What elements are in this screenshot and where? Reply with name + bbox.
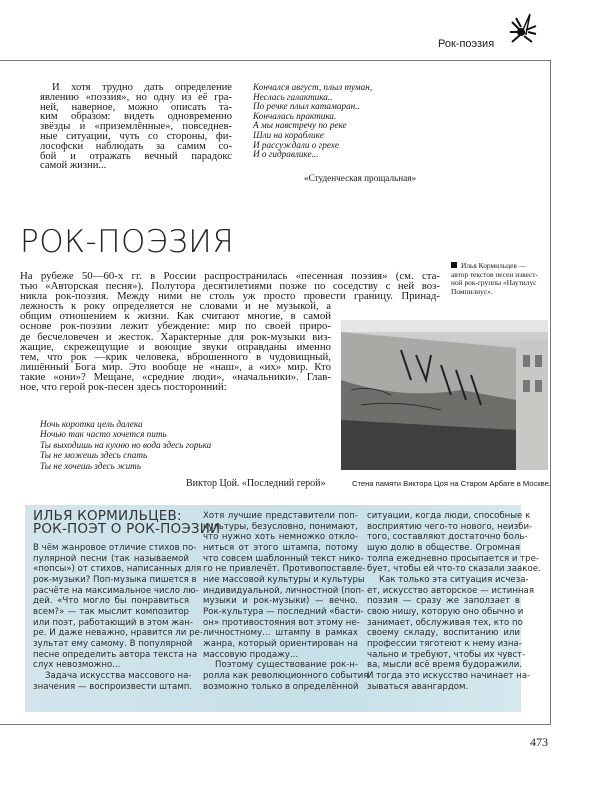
poem-line: Шли на кораблике	[253, 129, 324, 140]
text-line: явлению «поэзия», но одну из её гра-	[40, 91, 232, 103]
text-line: зультат ему самому. В популярной	[33, 638, 193, 649]
text-line: музыки и рок-музыки) — вечно.	[203, 596, 358, 607]
poem-line: Ты выходишь на кухню но вода здесь горька	[40, 439, 212, 450]
text-line: профессии тяготеют к нему изна-	[367, 638, 522, 649]
text-line: восприятию чего-то нового, неизби-	[367, 521, 533, 532]
text-line: поэзия — сразу же заползает в	[367, 596, 520, 607]
text-line: «попсы») от стихов, написанных для	[33, 564, 202, 575]
poem-line: Ты не можешь здесь спать	[40, 450, 148, 461]
text-line: значения — воспроизвести штамп.	[33, 681, 193, 692]
text-line: лежность к року определяется не словами и не музыкой, а	[20, 300, 331, 313]
text-line: занимает, обслуживая тех, кто по	[367, 617, 523, 628]
epigraph-poem	[253, 83, 372, 160]
text-line: массовую продажу...	[203, 649, 299, 660]
text-line: личностному... штампу в рамках	[203, 628, 358, 639]
text-line: де бесчеловечен и жесток. Характерные для рок-музыки виз-	[20, 330, 331, 343]
caption-text: Илья Кормильцев —	[461, 261, 527, 270]
song-source: Виктор Цой. «Последний герой»	[186, 478, 326, 489]
text-line: ное, что герой рок-песен здесь посторонний:	[20, 381, 227, 394]
text-line: ролла как революционного события	[203, 670, 369, 681]
text-line: Задача искусства массового на-	[45, 670, 192, 681]
poem-line: Ночь коротка цель далека	[40, 419, 143, 429]
text-line: пулярной песни (так называемой	[33, 553, 189, 564]
text-line: общим отношением к жизни. Как считают многие, в самой	[20, 310, 331, 323]
poem-line: Кончалась практика.	[253, 110, 337, 121]
text-line: тем, что рок —крик человека, вброшенного в чудовищный,	[20, 350, 331, 363]
text-line: бой и отражать вечный парадокс	[40, 150, 232, 162]
text-line: Хотя лучшие представители поп-	[203, 511, 358, 521]
poem-line: А мы навстречу по реке	[253, 120, 347, 131]
text-line: самой жизни...	[40, 160, 107, 172]
text-line: всем?» — так мыслит композитор	[33, 606, 189, 617]
frame-line-bottom	[0, 724, 551, 725]
poem-line: Неслась галактика..	[253, 91, 333, 102]
text-line: ситуации, когда люди, способные к	[367, 511, 531, 521]
text-line: зываться авангардом.	[367, 681, 469, 692]
text-line: шую долю в обществе. Огромная	[367, 542, 520, 553]
side-caption	[451, 262, 547, 296]
section-emblem-icon	[508, 12, 538, 44]
sidebar-column-3	[367, 511, 541, 692]
poem-line: По речке плыл катамаран..	[253, 101, 360, 112]
sidebar-title	[33, 510, 220, 536]
text-line: ные ситуации, чуть со стороны, фи-	[40, 130, 232, 142]
caption-line: Помпилиус».	[451, 286, 493, 296]
text-line: В чём жанровое отличие стихов по-	[33, 543, 197, 553]
text-line: Как только эта ситуация исчеза-	[379, 574, 529, 585]
text-line: жанра, который ориентирован на	[203, 638, 358, 649]
frame-line-top	[0, 60, 551, 61]
photo-caption: Стена памяти Виктора Цоя на Старом Арбате в Москве.	[352, 479, 551, 488]
text-line: что нужно хоть немножко откло-	[203, 532, 358, 543]
text-line: звёзды и «приземлённые», повседнев-	[40, 121, 232, 133]
text-line: Поэтому существование рок-н-	[215, 660, 358, 671]
text-line: И тогда это искусство начинает на-	[367, 670, 531, 681]
text-line: Рок-культура — последний «басти-	[203, 606, 364, 617]
text-line: культуры, безусловно, понимают,	[203, 521, 358, 532]
text-line: ким образом: видеть одновременно	[40, 111, 232, 123]
text-line: такие «они»? Мещане, «средние люди», «начальники». Глав-	[20, 370, 331, 383]
text-line: ниться от этого штампа, потому	[203, 542, 358, 553]
caption-line: ной рок-группы «Наутилус	[451, 278, 537, 288]
caption-line: автор текстов песен извест-	[451, 269, 538, 279]
frame-line-right	[550, 60, 551, 725]
text-line: И хотя трудно дать определение	[52, 82, 232, 93]
epigraph-source: «Студенческая прощальная»	[304, 173, 417, 183]
text-line: слух невозможно...	[33, 660, 121, 671]
text-line: ние массовой культуры и культуры	[203, 574, 365, 585]
text-line: никла рок-поэзия. Между ними не столь уж просто провести границу. Принад-	[20, 290, 440, 303]
text-line: лософски наблюдать за самим со-	[40, 140, 232, 152]
text-line: того, составляют достаточно боль-	[367, 532, 528, 543]
text-line: песне определить автора текста на	[33, 649, 198, 660]
text-line: ре. И даже неважно, нравится ли ре-	[33, 628, 203, 639]
text-line: толпа ежедневно просыпается и тре-	[367, 553, 540, 564]
text-line: бует, чтобы ей что-то сказали заакое.	[367, 564, 541, 575]
text-line: дей. «Что могло бы понравиться	[33, 596, 189, 607]
text-line: рок-музыки? Поп-музыка пишется в	[33, 574, 197, 585]
sidebar-column-1	[33, 543, 203, 692]
text-line: он» противостояния вот этому не-	[203, 617, 360, 628]
poem-line: Ты не хочешь здесь жить	[40, 460, 141, 471]
photo-scene	[341, 320, 548, 470]
bullet-square-icon	[451, 262, 457, 268]
sidebar-column-2	[203, 511, 369, 692]
text-line: чально и требуют, чтобы их чувст-	[367, 649, 526, 660]
sidebar-title-line: РОК-ПОЭТ О РОК-ПОЭЗИИ	[33, 521, 221, 537]
text-line: ет, искусство авторское — истинная	[367, 585, 534, 596]
running-header: Рок-поэзия	[438, 38, 495, 50]
poem-line: И рассуждали о грехе	[253, 139, 339, 150]
article-title: РОК-ПОЭЗИЯ	[20, 224, 235, 260]
text-line: или поэт, работающий в этом жан-	[33, 617, 193, 628]
text-line: основе рок-поэзии лежит убеждение: мир по своей приро-	[20, 320, 331, 333]
text-line: свою нишу, которую оно обычно и	[367, 606, 524, 617]
text-line: На рубеже 50—60-х гг. в России распространилась «песенная поэзия» (см. ста-	[20, 270, 440, 282]
sidebar-title-line: ИЛЬЯ КОРМИЛЬЦЕВ:	[33, 508, 182, 524]
text-line: индивидуальной, личностной (поп-	[203, 585, 365, 596]
text-line: тью «Авторская песня»). Полутора десятилетиями позже по соседству с ней воз-	[20, 280, 440, 293]
poem-line: Кончался август, плыл туман,	[253, 82, 373, 92]
text-line: расчёте на максимальное число лю-	[33, 585, 199, 596]
page-number: 473	[530, 735, 548, 749]
wall-photo	[341, 320, 548, 470]
poem-line: И о гидравлике...	[253, 149, 319, 160]
song-quote	[40, 419, 211, 471]
intro-paragraph	[40, 83, 232, 171]
text-line: что совсем шаблонный текст нико-	[203, 553, 364, 564]
text-line: ва, мысли всё время будоражили.	[367, 660, 523, 671]
text-line: жащие, скрежещущие и воющие звуки оправданы именно	[20, 340, 331, 353]
text-line: го не привлечёт. Противопоставле-	[203, 564, 366, 575]
text-line: лишённый Бога мир. Это вообще не «наш», а «их» мир. Кто	[20, 360, 331, 373]
text-line: ней, наверное, можно описать та-	[40, 101, 232, 113]
poem-line: Ночью так часто хочется пить	[40, 429, 167, 440]
text-line: своему складу, воспитанию или	[367, 628, 520, 639]
text-line: возможно только в определённой	[203, 681, 359, 692]
